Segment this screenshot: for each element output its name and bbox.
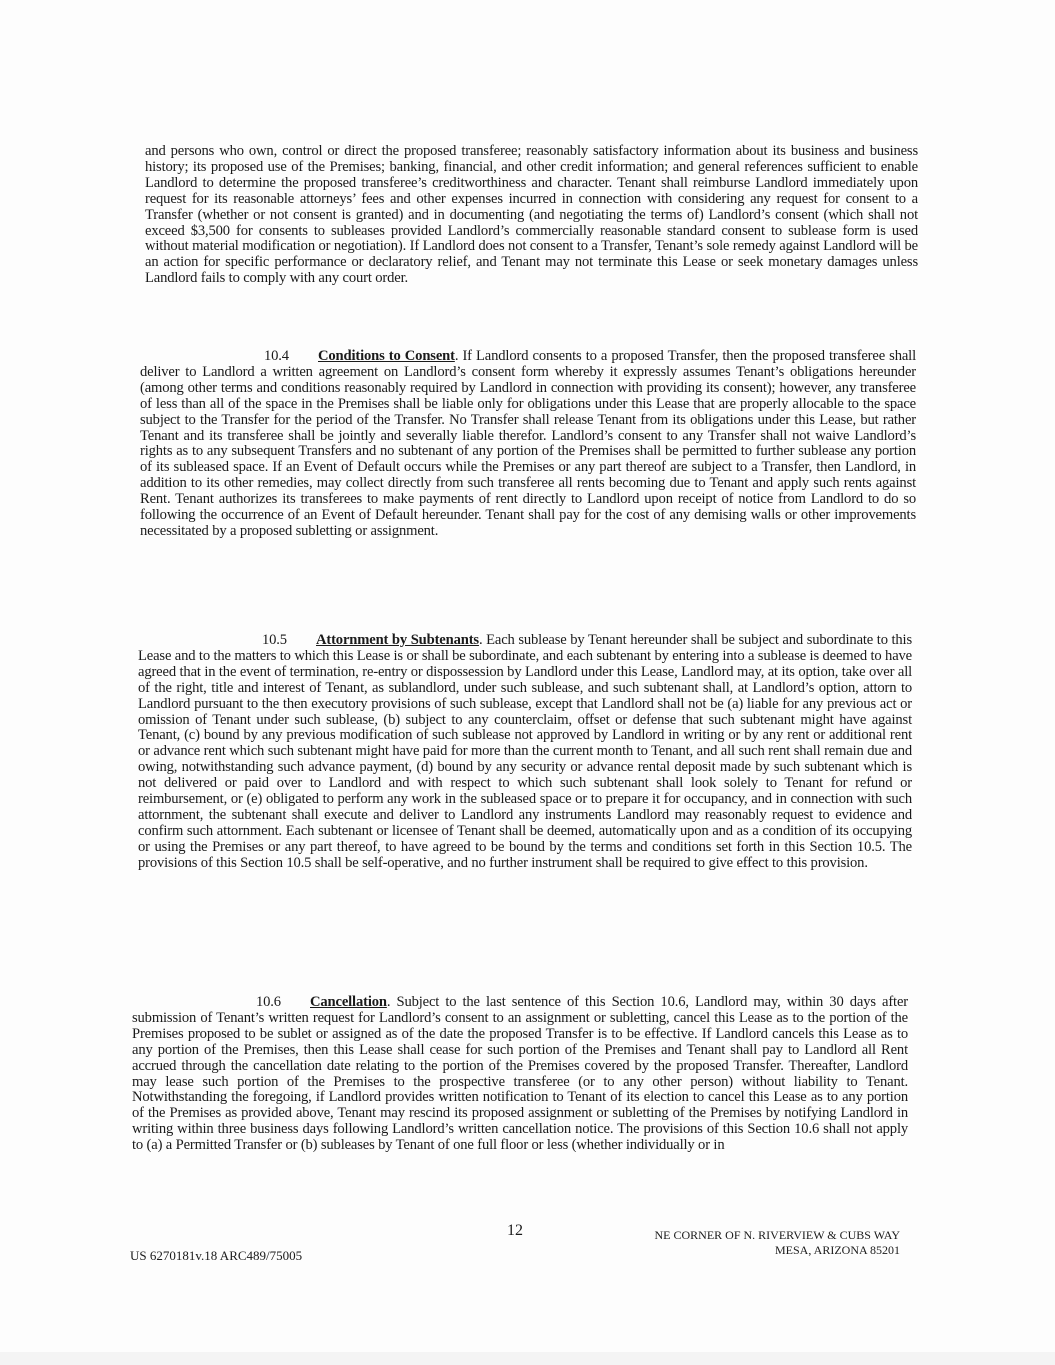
section-10-5 xyxy=(138,633,912,872)
section-heading: Cancellation xyxy=(310,994,387,1010)
section-text: . Each sublease by Tenant hereunder shall be subject and subordinate to this Lease and to the matters to which this Lease is or shall be subordinate, and each subtenant by entering into a sublease is deemed to have agreed that in the event of termination, re-entry or dispossession by Landlord under this Lease, Landlord may, at its option, take over all of the right, title and interest of Tenant, as sublandlord, under such sublease, and such subtenant shall, at Landlord’s option, attorn to Landlord pursuant to the then executory provisions of such sublease, except that Landlord shall not be (a) liable for any previous act or omission of Tenant under such sublease, (b) subject to any counterclaim, offset or defense that such subtenant might have against Tenant, (c) bound by any previous modification of such sublease not approved by Landlord in writing or by any rent or additional rent or advance rent which such subtenant might have paid for more than the current month to Tenant, and all such rent shall remain due and owing, notwithstanding such advance payment, (d) bound by any security or advance rental deposit made by such subtenant which is not delivered or paid over to Landlord and with respect to which such subtenant shall look solely to Tenant for refund or reimbursement, or (e) obligated to perform any work in the subleased space or to prepare it for occupancy, and in connection with such attornment, the subtenant shall execute and deliver to Landlord any instruments Landlord may reasonably request to evidence and confirm such attornment. Each subtenant or licensee of Tenant shall be deemed, automatically upon and as a condition of its occupying or using the Premises or any part thereof, to have agreed to be bound by the terms and conditions set forth in this Section 10.5. The provisions of this Section 10.5 shall be self-operative, and no further instrument shall be required to give effect to this provision. xyxy=(138,632,912,871)
address-line-1: NE CORNER OF N. RIVERVIEW & CUBS WAY xyxy=(654,1228,900,1242)
address-line-2: MESA, ARIZONA 85201 xyxy=(774,1243,900,1257)
section-text: . If Landlord consents to a proposed Transfer, then the proposed transferee shall deliver to Landlord a written agreement on Landlord’s consent form whereby it expressly assumes Tenant’s obligations hereunder (among other terms and conditions reasonably required by Landlord in connection with providing its consent); however, any transferee of less than all of the space in the Premises shall be liable only for obligations under this Lease that are properly allocable to the space subject to the Transfer for the period of the Transfer. No Transfer shall release Tenant from its obligations under this Lease, but rather Tenant and its transferee shall be jointly and severally liable therefor. Landlord’s consent to any Transfer shall not waive Landlord’s rights as to any subsequent Transfers and no subtenant of any portion of the Premises shall be permitted to further sublease any portion of its subleased space. If an Event of Default occurs while the Premises or any part thereof are subject to a Transfer, then Landlord, in addition to its other remedies, may collect directly from such transferee all rents becoming due to Tenant and apply such rents against Rent. Tenant authorizes its transferees to make payments of rent directly to Landlord upon receipt of notice from Landlord to do so following the occurrence of an Event of Default hereunder. Tenant shall pay for the cost of any demising walls or other improvements necessitated by a proposed subletting or assignment. xyxy=(140,348,916,539)
section-number: 10.5 xyxy=(262,632,287,648)
section-10-4 xyxy=(140,349,916,540)
section-number: 10.4 xyxy=(264,348,289,364)
footer-address xyxy=(600,1228,900,1258)
section-number: 10.6 xyxy=(256,994,281,1010)
page-number: 12 xyxy=(507,1222,523,1239)
scan-edge xyxy=(0,1352,1055,1365)
section-heading: Attornment by Subtenants xyxy=(316,632,479,648)
section-10-6 xyxy=(132,995,908,1154)
document-id: US 6270181v.18 ARC489/75005 xyxy=(130,1248,303,1263)
section-text: . Subject to the last sentence of this Section 10.6, Landlord may, within 30 days after submission of Tenant’s written request for Landlord’s consent to an assignment or subletting, cancel this Lease as to the portion of the Premises proposed to be sublet or assigned as of the date the proposed Transfer is to be effective. If Landlord cancels this Lease as to any portion of the Premises, then this Lease shall cease for such portion of the Premises and Tenant shall pay to Landlord all Rent accrued through the cancellation date relating to the portion of the Premises covered by the proposed Transfer. Thereafter, Landlord may lease such portion of the Premises to the prospective transferee (or to any other person) without liability to Tenant. Notwithstanding the foregoing, if Landlord provides written notification to Tenant of its election to cancel this Lease as to any portion of the Premises as provided above, Tenant may rescind its proposed assignment or subletting of the Premises by notifying Landlord in writing within three business days following Landlord’s written cancellation notice. The provisions of this Section 10.6 shall not apply to (a) a Permitted Transfer or (b) subleases by Tenant of one full floor or less (whether individually or in xyxy=(132,994,908,1154)
paragraph-text: and persons who own, control or direct the proposed transferee; reasonably satisfactory information about its business and business history; its proposed use of the Premises; banking, financial, and other credit information; and general references sufficient to enable Landlord to determine the proposed transferee’s creditworthiness and character. Tenant shall reimburse Landlord immediately upon request for its reasonable attorneys’ fees and other expenses incurred in connection with considering any request for consent to a Transfer (whether or not consent is granted) and in documenting (and negotiating the terms of) Landlord’s consent (which shall not exceed $3,500 for consents to subleases provided Landlord’s commercially reasonable standard consent to sublease form is used without material modification or negotiation). If Landlord does not consent to a Transfer, Tenant’s sole remedy against Landlord will be an action for specific performance or declaratory relief, and Tenant may not terminate this Lease or seek monetary damages unless Landlord fails to comply with any court order. xyxy=(145,143,918,287)
section-heading: Conditions to Consent xyxy=(318,348,455,364)
paragraph-continuation xyxy=(145,144,918,287)
